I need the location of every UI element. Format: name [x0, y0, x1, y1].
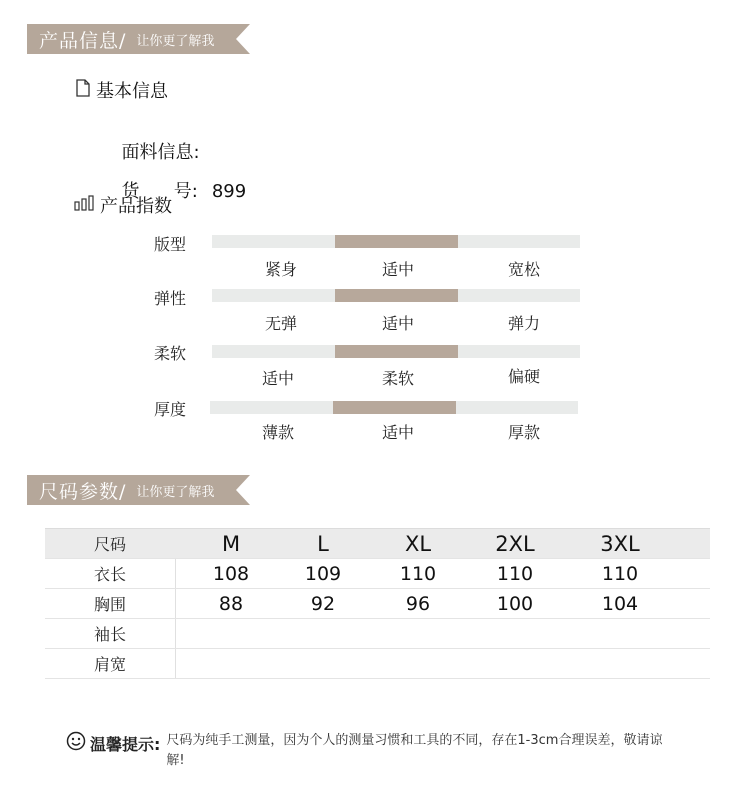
- index-bar-softness: [212, 345, 580, 358]
- smile-icon: [66, 731, 86, 755]
- length-3xl: 110: [601, 562, 639, 585]
- index-option-thickness-2: 厚款: [507, 423, 540, 442]
- table-row: [45, 589, 710, 619]
- warm-tip-title: [66, 731, 160, 755]
- product-info-subtitle: 让你更了解我: [136, 33, 215, 49]
- size-params-title: 尺码参数/: [39, 480, 127, 503]
- row-label-length: 衣长: [93, 565, 126, 584]
- index-label-thickness: 厚度: [154, 400, 187, 419]
- banner-hatch-decoration: [310, 29, 710, 59]
- size-params-banner: [27, 475, 236, 505]
- row-label-sleeve: 袖长: [93, 625, 126, 644]
- index-label-fit: 版型: [154, 235, 187, 254]
- size-header-2xl: 2XL: [495, 531, 535, 556]
- index-option-thickness-1: 适中: [381, 423, 414, 442]
- product-index-heading-text: 产品指数: [100, 196, 172, 217]
- index-label-elasticity: 弹性: [154, 289, 187, 308]
- banner-hatch-decoration-2: [310, 480, 710, 510]
- index-option-elasticity-0: 无弹: [264, 314, 297, 333]
- length-m: 108: [212, 562, 250, 585]
- warm-tip: [66, 731, 666, 771]
- size-header-m: M: [221, 531, 241, 556]
- index-bar-elasticity: [212, 289, 580, 302]
- basic-info-heading-text: 基本信息: [96, 81, 168, 102]
- product-info-title: 产品信息/: [39, 29, 127, 52]
- product-index-heading: [74, 192, 172, 218]
- item-number-label: 货 号:: [121, 181, 198, 202]
- size-header-3xl: 3XL: [600, 531, 640, 556]
- table-row: [45, 619, 710, 649]
- index-option-elasticity-1: 适中: [381, 314, 414, 333]
- index-bar-elasticity-fill: [335, 289, 458, 302]
- index-bar-thickness: [210, 401, 578, 414]
- basic-info-heading: [76, 77, 168, 103]
- index-bar-softness-fill: [335, 345, 458, 358]
- length-2xl: 110: [496, 562, 534, 585]
- size-header-l: L: [317, 531, 329, 556]
- table-divider: [175, 649, 176, 678]
- row-label-shoulder: 肩宽: [93, 655, 126, 674]
- index-bar-fit-fill: [335, 235, 458, 248]
- item-number-value: 899: [211, 181, 247, 202]
- table-divider: [175, 559, 176, 588]
- size-params-subtitle: 让你更了解我: [136, 484, 215, 500]
- chest-l: 92: [310, 592, 336, 615]
- product-info-tag: [27, 24, 236, 54]
- index-option-elasticity-2: 弹力: [507, 314, 540, 333]
- index-option-softness-2: 偏硬: [507, 367, 540, 386]
- size-header-xl: XL: [404, 531, 432, 556]
- index-bar-fit: [212, 235, 580, 248]
- index-option-fit-0: 紧身: [264, 260, 297, 279]
- table-row: [45, 559, 710, 589]
- warm-tip-title-text: 温馨提示:: [90, 734, 161, 754]
- table-divider: [175, 589, 176, 618]
- index-option-thickness-0: 薄款: [261, 423, 294, 442]
- product-info-banner: [27, 24, 236, 54]
- index-label-softness: 柔软: [154, 344, 187, 363]
- index-option-fit-1: 适中: [381, 260, 414, 279]
- document-icon: [76, 79, 90, 102]
- chest-2xl: 100: [496, 592, 534, 615]
- bar-chart-icon: [74, 195, 94, 216]
- size-params-tag: [27, 475, 236, 505]
- table-row: [45, 649, 710, 679]
- length-xl: 110: [399, 562, 437, 585]
- size-table: [45, 528, 710, 679]
- size-table-header-row: [45, 529, 710, 559]
- chest-3xl: 104: [601, 592, 639, 615]
- index-bar-thickness-fill: [333, 401, 456, 414]
- length-l: 109: [304, 562, 342, 585]
- chest-xl: 96: [405, 592, 431, 615]
- fabric-info-label: 面料信息:: [121, 142, 200, 163]
- chest-m: 88: [218, 592, 244, 615]
- index-option-fit-2: 宽松: [507, 260, 540, 279]
- index-option-softness-1: 柔软: [381, 369, 414, 388]
- size-table-header-label: 尺码: [93, 535, 126, 554]
- warm-tip-text: 尺码为纯手工测量，因为个人的测量习惯和工具的不同，存在1-3cm合理误差，敬请谅解!: [166, 733, 663, 768]
- table-divider: [175, 619, 176, 648]
- row-label-chest: 胸围: [93, 595, 126, 614]
- index-option-softness-0: 适中: [261, 369, 294, 388]
